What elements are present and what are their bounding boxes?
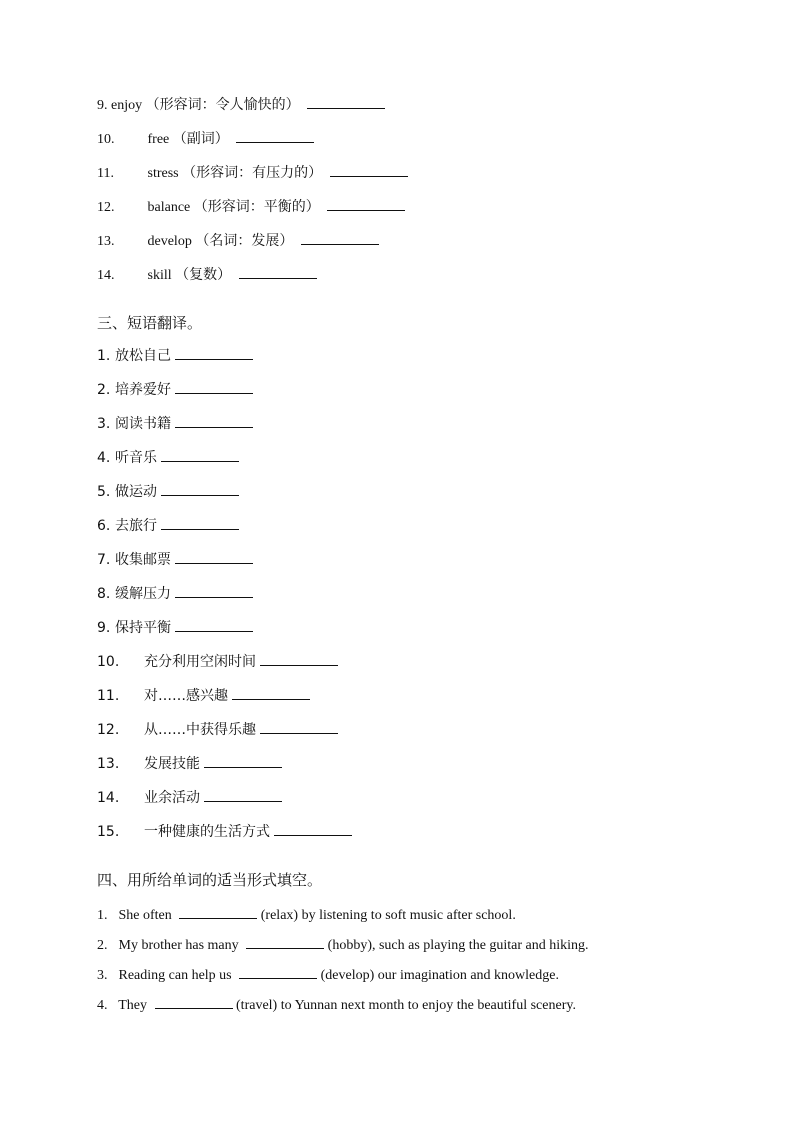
phrase-item-3: [97, 415, 253, 433]
item-hint: （名词：发展）: [195, 233, 294, 249]
answer-blank[interactable]: [236, 130, 314, 143]
item-word: develop: [147, 234, 192, 249]
sentence-before: They: [118, 998, 148, 1013]
sentence-before: She often: [118, 908, 172, 923]
sentence-after: our imagination and knowledge.: [377, 968, 559, 983]
answer-blank[interactable]: [307, 96, 385, 109]
item-number: 8.: [97, 586, 111, 602]
item-word: stress: [147, 166, 179, 181]
word-item-9: [97, 96, 385, 115]
phrase-text: 培养爱好: [115, 382, 171, 398]
item-number: 13.: [97, 234, 115, 249]
item-number: 15.: [97, 824, 120, 840]
phrase-text: 一种健康的生活方式: [144, 824, 270, 840]
word-hint: (hobby),: [327, 938, 376, 953]
item-number: 1.: [97, 908, 108, 923]
phrase-item-5: [97, 483, 239, 501]
sentence-after: such as playing the guitar and hiking.: [378, 938, 589, 953]
phrase-item-4: [97, 449, 239, 467]
phrase-item-10: [97, 653, 338, 671]
item-hint: （形容词：平衡的）: [193, 199, 320, 215]
item-word: enjoy: [111, 98, 143, 113]
answer-blank[interactable]: [327, 198, 405, 211]
answer-blank[interactable]: [179, 906, 257, 919]
phrase-item-9: [97, 619, 253, 637]
word-item-11: [97, 164, 408, 183]
phrase-text: 对……感兴趣: [144, 688, 228, 704]
item-number: 5.: [97, 484, 111, 500]
item-number: 1.: [97, 348, 111, 364]
item-hint: （形容词：有压力的）: [182, 165, 323, 181]
phrase-item-12: [97, 721, 338, 739]
phrase-item-13: [97, 755, 282, 773]
phrase-text: 从……中获得乐趣: [144, 722, 256, 738]
word-hint: (develop): [320, 968, 375, 983]
phrase-text: 业余活动: [144, 790, 200, 806]
phrase-text: 收集邮票: [115, 552, 171, 568]
item-number: 11.: [97, 688, 120, 704]
sentence-before: My brother has many: [118, 938, 239, 953]
item-number: 12.: [97, 722, 120, 738]
answer-blank[interactable]: [246, 936, 324, 949]
item-number: 7.: [97, 552, 111, 568]
fill-sentence-2: [97, 936, 589, 955]
phrase-text: 做运动: [115, 484, 157, 500]
item-number: 10.: [97, 132, 115, 147]
phrase-text: 阅读书籍: [115, 416, 171, 432]
section-3-heading: 三、短语翻译。: [97, 314, 203, 332]
answer-blank[interactable]: [204, 755, 282, 768]
item-number: 3.: [97, 968, 108, 983]
phrase-text: 去旅行: [115, 518, 157, 534]
item-word: balance: [147, 200, 191, 215]
answer-blank[interactable]: [175, 585, 253, 598]
sentence-before: Reading can help us: [118, 968, 232, 983]
phrase-item-2: [97, 381, 253, 399]
item-number: 4.: [97, 998, 108, 1013]
phrase-text: 放松自己: [115, 348, 171, 364]
word-item-14: [97, 266, 317, 285]
answer-blank[interactable]: [274, 823, 352, 836]
item-number: 13.: [97, 756, 120, 772]
answer-blank[interactable]: [260, 653, 338, 666]
answer-blank[interactable]: [232, 687, 310, 700]
item-number: 2.: [97, 382, 111, 398]
phrase-item-7: [97, 551, 253, 569]
item-number: 10.: [97, 654, 120, 670]
phrase-text: 保持平衡: [115, 620, 171, 636]
item-hint: （形容词：令人愉快的）: [145, 97, 300, 113]
phrase-text: 缓解压力: [115, 586, 171, 602]
phrase-text: 听音乐: [115, 450, 157, 466]
phrase-item-1: [97, 347, 253, 365]
item-word: skill: [147, 268, 172, 283]
answer-blank[interactable]: [175, 415, 253, 428]
phrase-item-11: [97, 687, 310, 705]
item-number: 12.: [97, 200, 115, 215]
sentence-after: to Yunnan next month to enjoy the beautiful scenery.: [280, 998, 576, 1013]
answer-blank[interactable]: [239, 966, 317, 979]
word-item-10: [97, 130, 314, 149]
phrase-text: 发展技能: [144, 756, 200, 772]
answer-blank[interactable]: [155, 996, 233, 1009]
fill-sentence-1: [97, 906, 516, 925]
item-number: 3.: [97, 416, 111, 432]
item-number: 2.: [97, 938, 108, 953]
answer-blank[interactable]: [175, 551, 253, 564]
item-number: 14.: [97, 268, 115, 283]
answer-blank[interactable]: [161, 483, 239, 496]
fill-sentence-4: [97, 996, 576, 1015]
phrase-item-8: [97, 585, 253, 603]
answer-blank[interactable]: [204, 789, 282, 802]
sentence-after: by listening to soft music after school.: [301, 908, 516, 923]
answer-blank[interactable]: [175, 381, 253, 394]
answer-blank[interactable]: [301, 232, 379, 245]
item-number: 14.: [97, 790, 120, 806]
word-item-12: [97, 198, 405, 217]
item-number: 9.: [97, 98, 108, 113]
item-hint: （副词）: [172, 131, 229, 147]
answer-blank[interactable]: [260, 721, 338, 734]
item-number: 11.: [97, 166, 114, 181]
word-hint: (relax): [260, 908, 299, 923]
answer-blank[interactable]: [330, 164, 408, 177]
item-word: free: [147, 132, 170, 147]
item-number: 9.: [97, 620, 111, 636]
word-item-13: [97, 232, 379, 251]
fill-sentence-3: [97, 966, 559, 985]
answer-blank[interactable]: [161, 449, 239, 462]
section-4-heading: 四、用所给单词的适当形式填空。: [97, 871, 323, 889]
item-number: 4.: [97, 450, 111, 466]
phrase-item-14: [97, 789, 282, 807]
item-hint: （复数）: [175, 267, 232, 283]
answer-blank[interactable]: [175, 619, 253, 632]
phrase-item-15: [97, 823, 352, 841]
answer-blank[interactable]: [239, 266, 317, 279]
phrase-item-6: [97, 517, 239, 535]
phrase-text: 充分利用空闲时间: [144, 654, 256, 670]
answer-blank[interactable]: [161, 517, 239, 530]
item-number: 6.: [97, 518, 111, 534]
answer-blank[interactable]: [175, 347, 253, 360]
word-hint: (travel): [236, 998, 278, 1013]
